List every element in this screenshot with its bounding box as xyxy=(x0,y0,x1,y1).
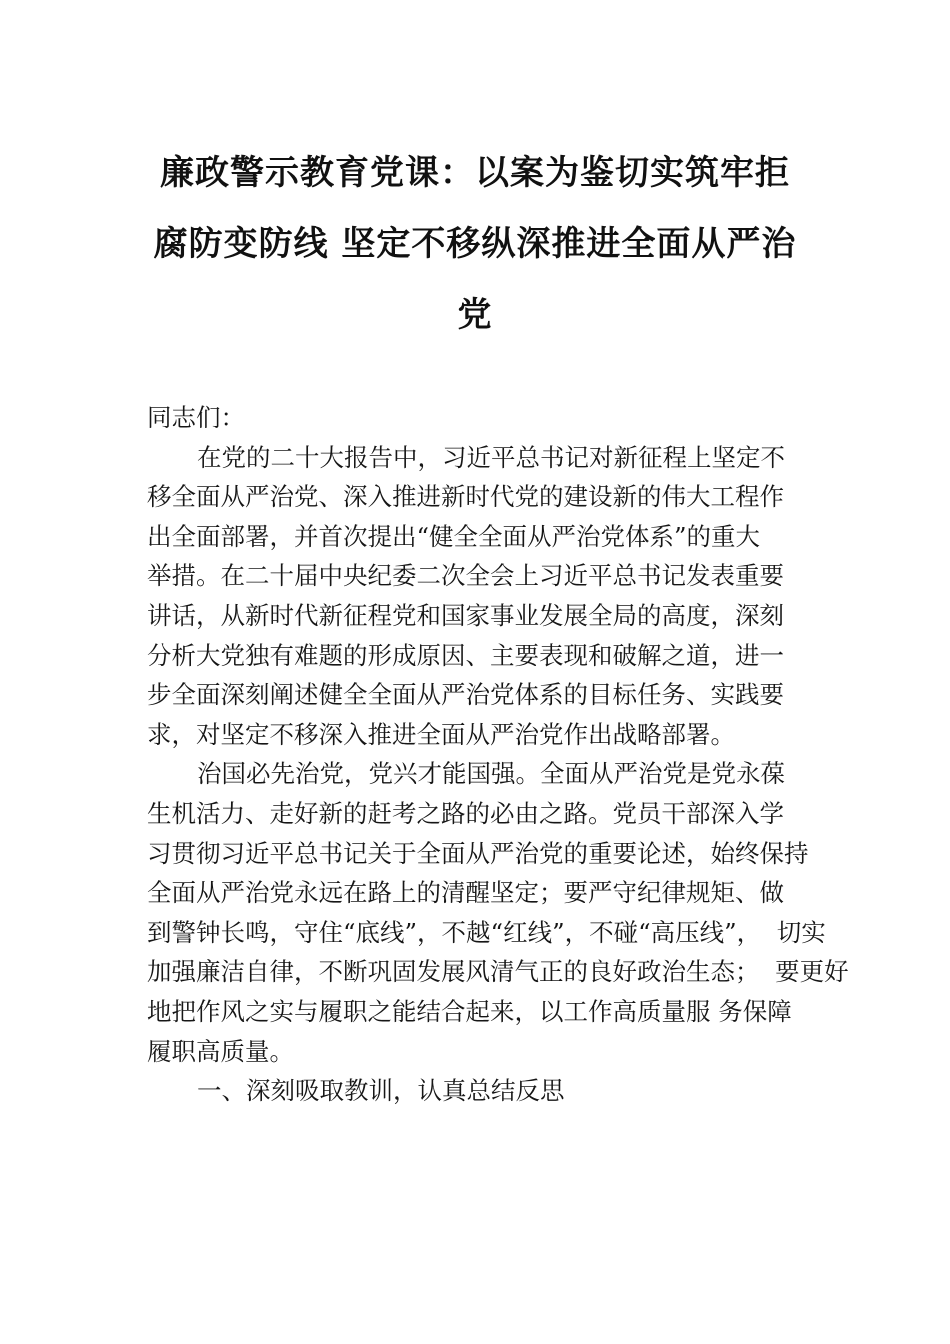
paragraph-line: 生机活力、走好新的赶考之路的必由之路。党员干部深入学 xyxy=(147,798,784,828)
section-heading: 一、深刻吸取教训，认真总结反思 xyxy=(197,1076,565,1106)
paragraph-line: 习贯彻习近平总书记关于全面从严治党的重要论述，始终保持 xyxy=(147,838,809,868)
paragraph-line: 到警钟长鸣，守住“底线”，不越“红线”，不碰“高压线”， 切实 xyxy=(147,917,826,947)
paragraph-2 xyxy=(147,754,849,1071)
paragraph-line: 移全面从严治党、深入推进新时代党的建设新的伟大工程作 xyxy=(147,482,784,512)
document-title xyxy=(145,138,805,351)
paragraph-line: 出全面部署，并首次提出“健全全面从严治党体系”的重大 xyxy=(147,521,761,551)
paragraph-line: 讲话，从新时代新征程党和国家事业发展全局的高度，深刻 xyxy=(147,600,784,630)
paragraph-line: 在党的二十大报告中，习近平总书记对新征程上坚定不 xyxy=(197,442,785,472)
paragraph-line: 加强廉洁自律，不断巩固发展风清气正的良好政治生态； 要更好 xyxy=(147,957,849,987)
title-line: 廉政警示教育党课：以案为鉴切实筑牢拒 xyxy=(160,153,790,193)
document-body xyxy=(147,398,849,1111)
salutation: 同志们： xyxy=(147,403,245,432)
paragraph-line: 举措。在二十届中央纪委二次全会上习近平总书记发表重要 xyxy=(147,561,784,591)
paragraph-1 xyxy=(147,438,837,755)
paragraph-line: 履职高质量。 xyxy=(147,1036,294,1066)
title-line: 党 xyxy=(457,295,493,335)
paragraph-line: 步全面深刻阐述健全全面从严治党体系的目标任务、实践要 xyxy=(147,680,784,710)
title-line: 腐防变防线 坚定不移纵深推进全面从严治 xyxy=(153,224,797,264)
paragraph-line: 求，对坚定不移深入推进全面从严治党作出战略部署。 xyxy=(147,719,735,749)
paragraph-line: 分析大党独有难题的形成原因、主要表现和破解之道，进一 xyxy=(147,640,784,670)
paragraph-line: 地把作风之实与履职之能结合起来，以工作高质量服 务保障 xyxy=(147,996,792,1026)
paragraph-line: 全面从严治党永远在路上的清醒坚定；要严守纪律规矩、做 xyxy=(147,878,784,908)
paragraph-line: 治国必先治党，党兴才能国强。全面从严治党是党永葆 xyxy=(197,759,785,789)
